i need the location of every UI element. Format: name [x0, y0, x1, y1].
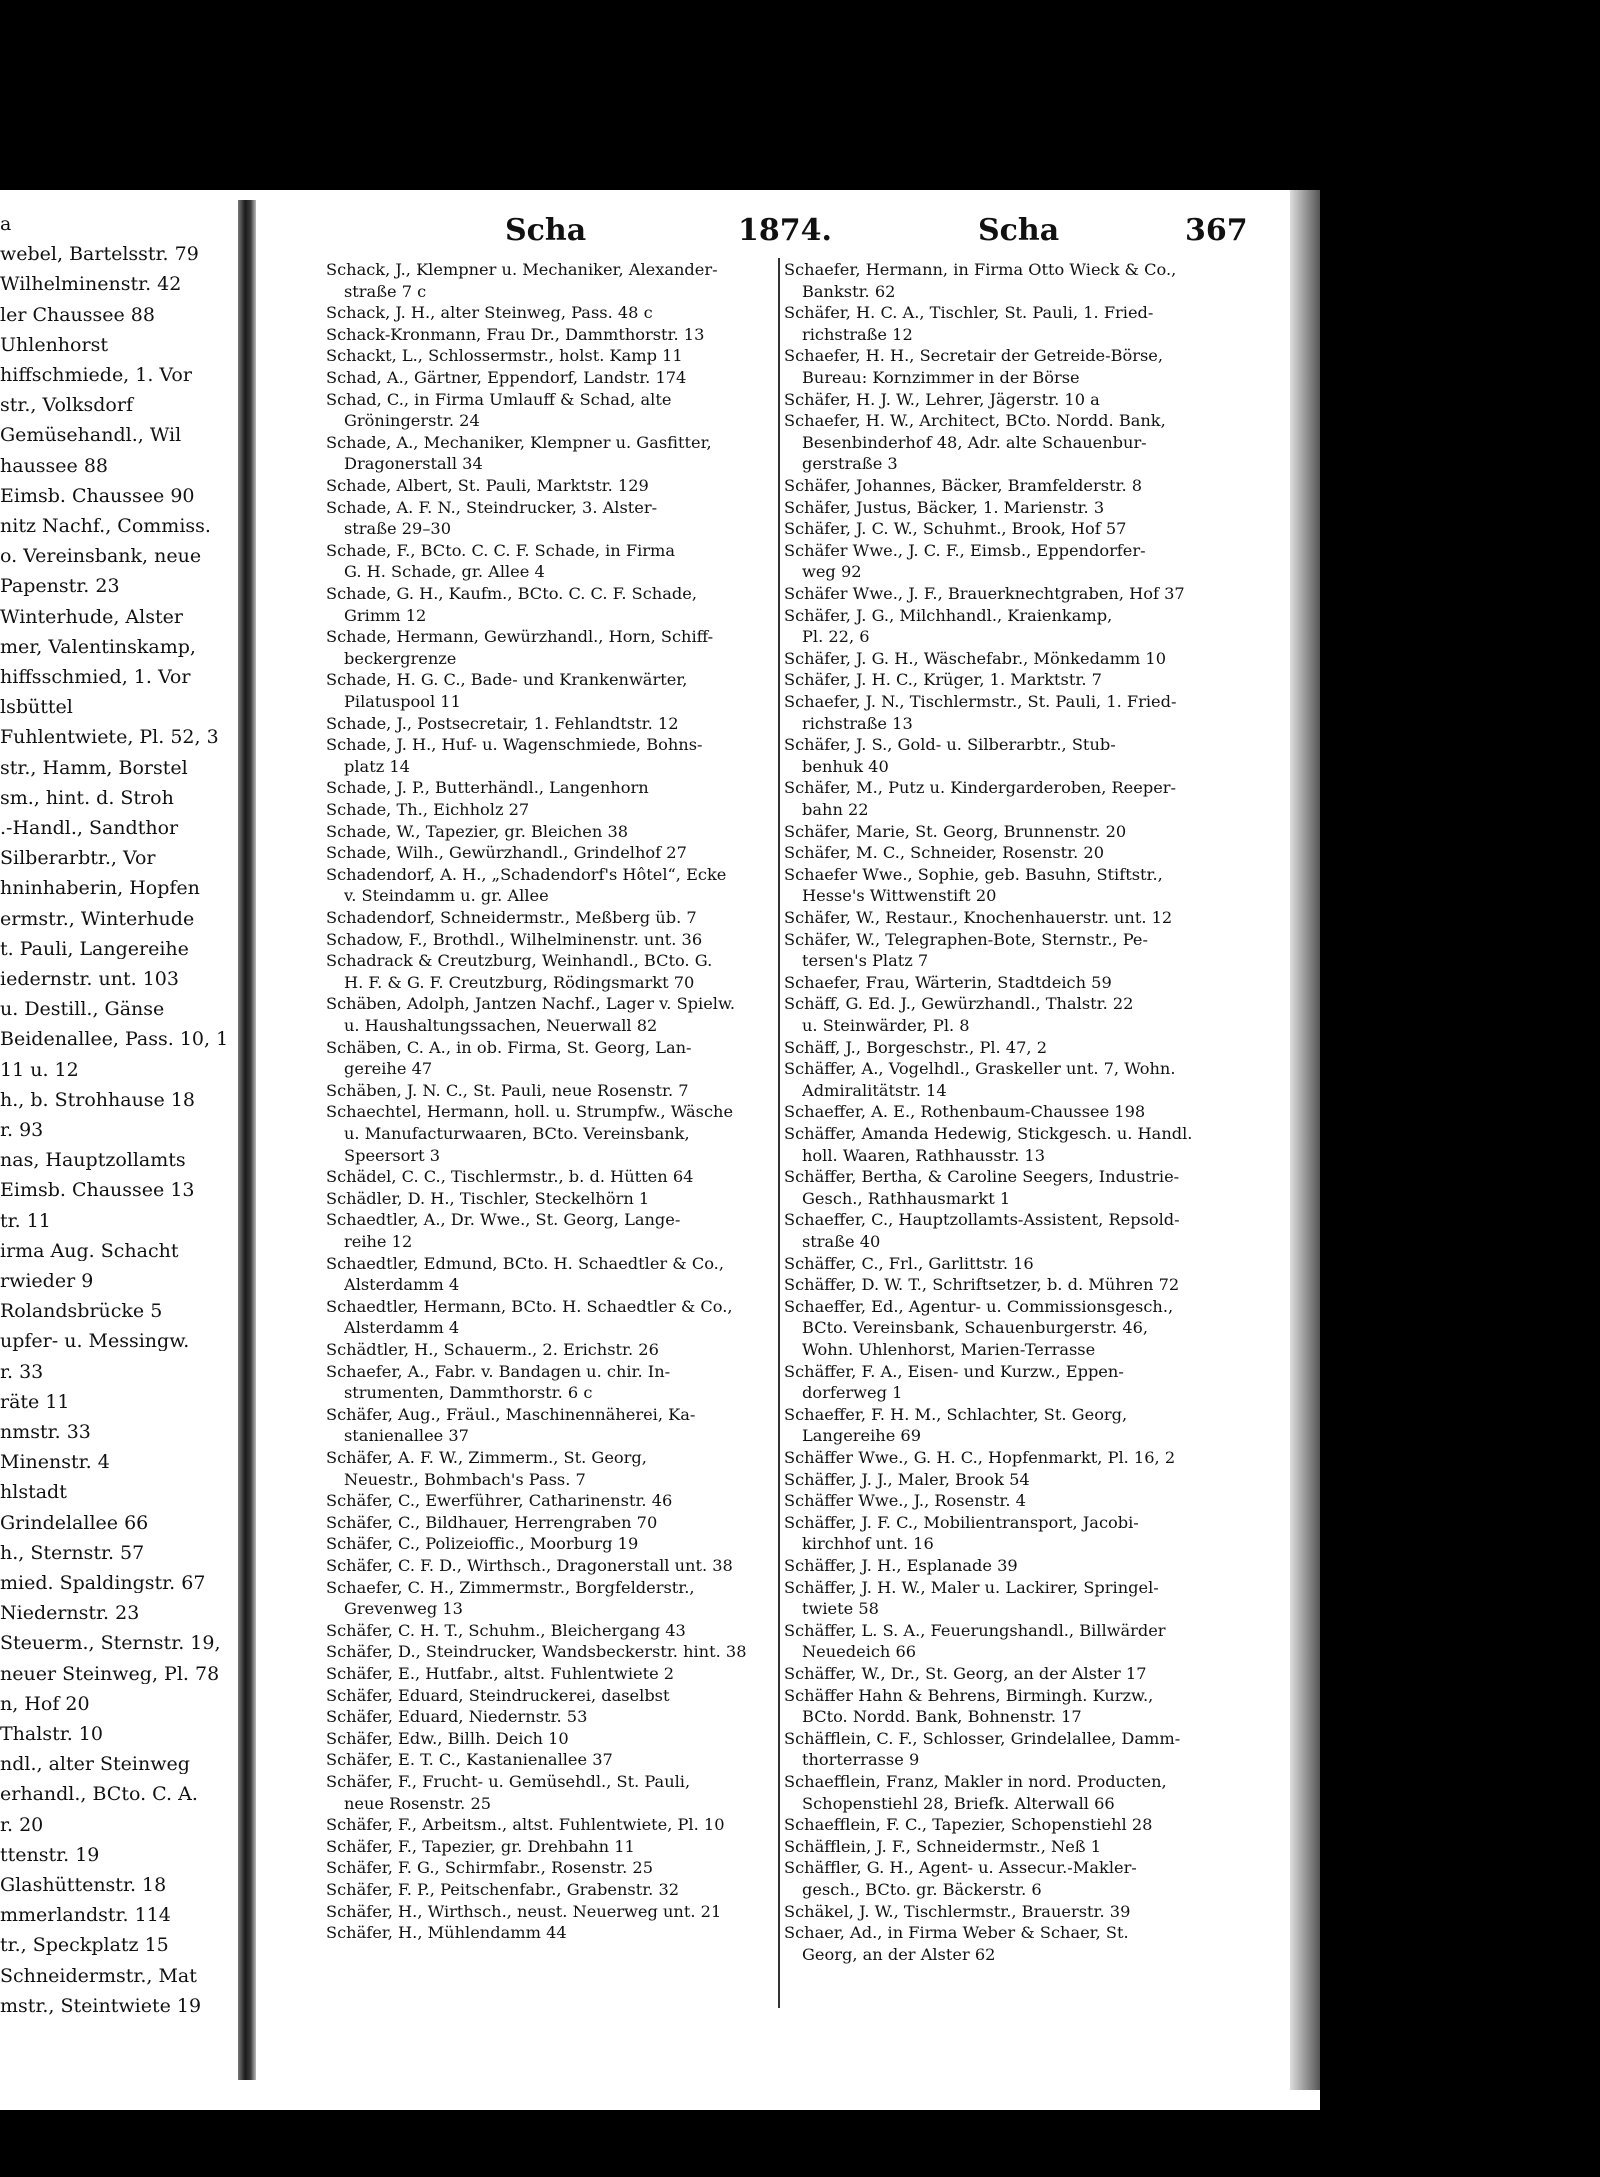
col1-line: platz 14 — [344, 756, 410, 776]
col2-line: Schäffer, W., Dr., St. Georg, an der Alster 17 — [784, 1664, 1147, 1683]
col1-line: Pilatuspool 11 — [344, 692, 461, 711]
col1-line: reihe 12 — [344, 1232, 413, 1251]
col2-line: Schaeffer, F. H. M., Schlachter, St. Georg, — [784, 1404, 1128, 1424]
col1-line: beckergrenze — [344, 648, 457, 668]
col1-line: Dragonerstall 34 — [344, 454, 483, 474]
col2-line: Schäffer, L. S. A., Feuerungshandl., Billwärder — [784, 1620, 1166, 1640]
col1-line: Schadow, F., Brothdl., Wilhelminenstr. unt. 36 — [326, 929, 703, 949]
left-fragment-line: str., Hamm, Borstel — [0, 757, 188, 778]
col1-line: v. Steindamm u. gr. Allee — [344, 886, 549, 906]
col2-line: Schäffer, Bertha, & Caroline Seegers, Industrie- — [784, 1167, 1180, 1187]
col2-line: Schäffer, Amanda Hedewig, Stickgesch. u. Handl. — [784, 1124, 1193, 1143]
col1-line: Schade, A. F. N., Steindrucker, 3. Alster- — [326, 497, 658, 517]
column-divider — [778, 258, 780, 2008]
col2-line: Schäfer, J. G. H., Wäschefabr., Mönkedamm 10 — [784, 648, 1167, 668]
left-fragment-line: mer, Valentinskamp, — [0, 636, 196, 657]
col1-line: u. Haushaltungssachen, Neuerwall 82 — [344, 1016, 658, 1035]
col1-line: Schäben, J. N. C., St. Pauli, neue Rosenstr. 7 — [326, 1080, 689, 1100]
col2-line: weg 92 — [802, 562, 862, 582]
col1-line: Schadrack & Creutzburg, Weinhandl., BCto. G. — [326, 951, 713, 971]
col2-line: Schaefer, Hermann, in Firma Otto Wieck & Co., — [784, 260, 1177, 279]
col1-line: Schade, H. G. C., Bade- und Krankenwärter, — [326, 670, 688, 690]
col2-line: richstraße 13 — [802, 713, 913, 733]
col1-line: Schäfer, E. T. C., Kastanienallee 37 — [326, 1750, 613, 1770]
col1-line: Schack, J. H., alter Steinweg, Pass. 48 c — [326, 303, 653, 323]
col2-line: gerstraße 3 — [802, 454, 898, 474]
col2-line: Schaeffer, Ed., Agentur- u. Commissionsgesch., — [784, 1296, 1174, 1316]
col2-line: Bankstr. 62 — [802, 281, 896, 301]
col1-line: Schad, A., Gärtner, Eppendorf, Landstr. 174 — [326, 368, 687, 387]
col2-line: Schäff, J., Borgeschstr., Pl. 47, 2 — [784, 1037, 1047, 1057]
col1-line: Schäfer, Eduard, Steindruckerei, daselbst — [326, 1685, 670, 1705]
left-fragment-line: a — [0, 214, 12, 234]
col2-line: straße 40 — [802, 1232, 881, 1251]
col1-line: Schade, J. P., Butterhändl., Langenhorn — [326, 778, 649, 798]
col2-line: Schäfflein, C. F., Schlosser, Grindelallee, Damm- — [784, 1728, 1181, 1748]
col1-line: Schäfer, E., Hutfabr., altst. Fuhlentwiete 2 — [326, 1664, 675, 1683]
col2-line: Schaefflein, F. C., Tapezier, Schopenstiehl 28 — [784, 1815, 1153, 1835]
left-fragment-line: n, Hof 20 — [0, 1693, 90, 1714]
col2-line: Schäffer Wwe., J., Rosenstr. 4 — [784, 1491, 1026, 1511]
col2-line: Schäffer, D. W. T., Schriftsetzer, b. d. Mühren 72 — [784, 1275, 1180, 1295]
col2-line: Schäfer, M. C., Schneider, Rosenstr. 20 — [784, 843, 1105, 863]
col2-line: gesch., BCto. gr. Bäckerstr. 6 — [802, 1880, 1042, 1899]
col1-line: G. H. Schade, gr. Allee 4 — [344, 562, 545, 582]
col1-line: Schade, A., Mechaniker, Klempner u. Gasfitter, — [326, 432, 712, 452]
col1-line: Neuestr., Bohmbach's Pass. 7 — [344, 1469, 586, 1489]
col1-line: Schäfer, F. P., Peitschenfabr., Grabenstr. 32 — [326, 1880, 680, 1899]
left-fragment-line: ndl., alter Steinweg — [0, 1754, 190, 1775]
page-number: 367 — [1185, 213, 1248, 248]
left-fragment-line: r. 33 — [0, 1361, 44, 1382]
col2-line: Schäff, G. Ed. J., Gewürzhandl., Thalstr. 22 — [784, 994, 1134, 1014]
col1-line: Grevenweg 13 — [344, 1599, 463, 1619]
col1-line: Schädel, C. C., Tischlermstr., b. d. Hütten 64 — [326, 1167, 694, 1187]
col2-line: Bureau: Kornzimmer in der Börse — [802, 368, 1080, 387]
col1-line: Schädtler, H., Schauerm., 2. Erichstr. 26 — [326, 1340, 659, 1359]
col2-line: Neuedeich 66 — [802, 1642, 917, 1662]
col1-line: Schade, J., Postsecretair, 1. Fehlandtstr. 12 — [326, 713, 679, 733]
col2-line: Schäfer, J. C. W., Schuhmt., Brook, Hof 57 — [784, 519, 1127, 539]
left-fragment-line: Winterhude, Alster — [0, 606, 183, 627]
col1-line: Schade, Hermann, Gewürzhandl., Horn, Schiff- — [326, 627, 714, 647]
col2-line: Schäffler, G. H., Agent- u. Assecur.-Makler- — [784, 1858, 1137, 1878]
col2-line: dorferweg 1 — [802, 1383, 903, 1403]
left-fragment-line: erhandl., BCto. C. A. — [0, 1784, 198, 1805]
col1-line: Schäfer, H., Wirthsch., neust. Neuerweg unt. 21 — [326, 1901, 722, 1921]
col2-line: Schäffer Wwe., G. H. C., Hopfenmarkt, Pl. 16, 2 — [784, 1448, 1176, 1467]
col1-line: Schäfer, F., Frucht- u. Gemüsehdl., St. Pauli, — [326, 1772, 691, 1791]
col1-line: Alsterdamm 4 — [344, 1318, 460, 1338]
left-fragment-line: nmstr. 33 — [0, 1422, 91, 1442]
left-fragment-line: h., Sternstr. 57 — [0, 1542, 145, 1563]
col2-line: richstraße 12 — [802, 324, 913, 344]
col2-line: BCto. Vereinsbank, Schauenburgerstr. 46, — [802, 1318, 1149, 1338]
header-right: Scha — [978, 213, 1060, 248]
col1-line: Schack-Kronmann, Frau Dr., Dammthorstr. 13 — [326, 324, 705, 344]
col1-line: Schäben, C. A., in ob. Firma, St. Georg, Lan- — [326, 1037, 692, 1057]
left-fragment-line: 11 u. 12 — [0, 1059, 79, 1080]
left-fragment-line: tr. 11 — [0, 1210, 51, 1231]
left-fragment-line: lsbüttel — [0, 697, 73, 718]
col2-line: Schäffer Hahn & Behrens, Birmingh. Kurzw., — [784, 1685, 1154, 1705]
col1-line: Schäfer, C. F. D., Wirthsch., Dragonerstall unt. 38 — [326, 1556, 733, 1575]
scan-border-bottom — [0, 2110, 1600, 2177]
col2-line: Schaefer, H. W., Architect, BCto. Nordd. Bank, — [784, 411, 1166, 431]
col1-line: Schäfer, F. G., Schirmfabr., Rosenstr. 25 — [326, 1858, 653, 1878]
col1-line: Grimm 12 — [344, 605, 427, 625]
col2-line: Admiralitätstr. 14 — [802, 1080, 947, 1100]
col2-line: Pl. 22, 6 — [802, 627, 870, 647]
left-fragment-line: rwieder 9 — [0, 1271, 94, 1291]
col2-line: Schäffer, A., Vogelhdl., Graskeller unt. 7, Wohn. — [784, 1059, 1176, 1079]
col2-line: Hesse's Wittwenstift 20 — [802, 886, 997, 906]
col1-line: Schäfer, C., Polizeioffic., Moorburg 19 — [326, 1534, 639, 1554]
scan-border-right — [1320, 0, 1600, 2177]
col2-line: Schaer, Ad., in Firma Weber & Schaer, St. — [784, 1923, 1129, 1943]
col1-line: Schädler, D. H., Tischler, Steckelhörn 1 — [326, 1188, 650, 1208]
col1-line: Schackt, L., Schlossermstr., holst. Kamp 11 — [326, 346, 683, 366]
col2-line: u. Steinwärder, Pl. 8 — [802, 1016, 970, 1035]
left-fragment-line: ttenstr. 19 — [0, 1844, 100, 1865]
col2-line: Schäkel, J. W., Tischlermstr., Brauerstr. 39 — [784, 1901, 1131, 1921]
left-fragment-line: Papenstr. 23 — [0, 576, 120, 597]
col1-line: strumenten, Dammthorstr. 6 c — [344, 1383, 593, 1403]
header-left: Scha — [505, 213, 587, 248]
left-fragment-line: Glashüttenstr. 18 — [0, 1875, 167, 1895]
left-fragment-line: Gemüsehandl., Wil — [0, 425, 182, 446]
left-fragment-line: Schneidermstr., Mat — [0, 1965, 197, 1986]
col1-line: Speersort 3 — [344, 1145, 441, 1165]
left-fragment-line: Eimsb. Chaussee 90 — [0, 485, 195, 506]
col2-line: Schaefer, J. N., Tischlermstr., St. Pauli, 1. Fried- — [784, 692, 1177, 711]
col2-line: Schäfer, W., Restaur., Knochenhauerstr. unt. 12 — [784, 908, 1173, 927]
left-fragment-line: str., Volksdorf — [0, 395, 133, 416]
col2-line: Schaefflein, Franz, Makler in nord. Producten, — [784, 1772, 1167, 1791]
left-fragment-line: webel, Bartelsstr. 79 — [0, 244, 199, 265]
col1-line: Schade, J. H., Huf- u. Wagenschmiede, Bohns- — [326, 735, 703, 755]
col2-line: Schäfer, J. S., Gold- u. Silberarbtr., Stub- — [784, 735, 1116, 755]
col1-line: Schäfer, D., Steindrucker, Wandsbeckerstr. hint. 38 — [326, 1642, 747, 1662]
col1-line: Schäben, Adolph, Jantzen Nachf., Lager v. Spielw. — [326, 994, 736, 1014]
col2-line: BCto. Nordd. Bank, Bohnenstr. 17 — [802, 1707, 1082, 1727]
col2-line: Schäfer, W., Telegraphen-Bote, Sternstr., Pe- — [784, 929, 1148, 949]
col1-line: Schäfer, H., Mühlendamm 44 — [326, 1923, 567, 1943]
page-edge — [1290, 190, 1320, 2090]
col1-line: u. Manufacturwaaren, BCto. Vereinsbank, — [344, 1124, 690, 1143]
col1-line: Schäfer, C. H. T., Schuhm., Bleichergang 43 — [326, 1620, 686, 1640]
left-fragment-line: mstr., Steintwiete 19 — [0, 1995, 202, 2016]
col2-line: Schäfer, Marie, St. Georg, Brunnenstr. 20 — [784, 821, 1127, 841]
col2-line: Schäffer, C., Frl., Garlittstr. 16 — [784, 1253, 1034, 1273]
col1-line: Schad, C., in Firma Umlauff & Schad, alte — [326, 389, 672, 409]
col1-line: Schaedtler, Hermann, BCto. H. Schaedtler & Co., — [326, 1296, 733, 1316]
left-fragment-line: t. Pauli, Langereihe — [0, 938, 189, 959]
col2-line: Schäffer, F. A., Eisen- und Kurzw., Eppen- — [784, 1361, 1124, 1381]
col2-line: benhuk 40 — [802, 756, 889, 776]
col1-line: Schade, F., BCto. C. C. F. Schade, in Firma — [326, 540, 676, 560]
col2-line: Wohn. Uhlenhorst, Marien-Terrasse — [802, 1340, 1096, 1359]
col2-line: Schaeffer, C., Hauptzollamts-Assistent, Repsold- — [784, 1210, 1180, 1230]
col1-line: Schack, J., Klempner u. Mechaniker, Alexander- — [326, 260, 718, 279]
left-fragment-line: Silberarbtr., Vor — [0, 848, 156, 869]
left-fragment-line: r. 20 — [0, 1814, 44, 1835]
col2-line: Schaefer, H. H., Secretair der Getreide-Börse, — [784, 346, 1164, 366]
col2-line: Schaefer Wwe., Sophie, geb. Basuhn, Stiftstr., — [784, 864, 1163, 884]
col2-line: Langereihe 69 — [802, 1426, 922, 1446]
col2-line: tersen's Platz 7 — [802, 951, 929, 971]
col2-line: Schäfer, H. C. A., Tischler, St. Pauli, 1. Fried- — [784, 303, 1154, 323]
left-fragment-line: hiffsschmied, 1. Vor — [0, 667, 191, 687]
col1-line: Schäfer, F., Arbeitsm., altst. Fuhlentwiete, Pl. 10 — [326, 1815, 725, 1835]
left-fragment-line: Eimsb. Chaussee 13 — [0, 1180, 195, 1201]
col2-line: Schäfer, J. H. C., Krüger, 1. Marktstr. 7 — [784, 670, 1102, 690]
col1-line: Alsterdamm 4 — [344, 1275, 460, 1295]
left-fragment-line: mmerlandstr. 114 — [0, 1905, 171, 1926]
col2-line: bahn 22 — [802, 800, 869, 819]
left-fragment-line: upfer- u. Messingw. — [0, 1331, 190, 1352]
col1-line: Schadendorf, Schneidermstr., Meßberg üb. 7 — [326, 908, 697, 927]
col2-line: Schäfer, M., Putz u. Kindergarderoben, Reeper- — [784, 778, 1176, 798]
col2-line: Schäfer, Johannes, Bäcker, Bramfelderstr. 8 — [784, 476, 1143, 495]
left-fragment-line: Grindelallee 66 — [0, 1512, 149, 1533]
col1-line: Schaedtler, A., Dr. Wwe., St. Georg, Lange- — [326, 1210, 681, 1230]
left-fragment-line: Wilhelminenstr. 42 — [0, 274, 182, 295]
col1-line: Gröningerstr. 24 — [344, 411, 480, 431]
left-fragment-line: nas, Hauptzollamts — [0, 1150, 186, 1171]
col1-line: Schäfer, A. F. W., Zimmerm., St. Georg, — [326, 1448, 647, 1467]
col2-line: Schaefer, Frau, Wärterin, Stadtdeich 59 — [784, 972, 1112, 992]
col1-line: Schade, Th., Eichholz 27 — [326, 800, 530, 819]
left-fragment-line: Steuerm., Sternstr. 19, — [0, 1633, 221, 1654]
left-fragment-line: irma Aug. Schacht — [0, 1240, 179, 1261]
left-fragment-line: sm., hint. d. Stroh — [0, 787, 174, 808]
col1-line: Schaefer, A., Fabr. v. Bandagen u. chir. In- — [326, 1361, 671, 1381]
left-fragment-line: Beidenallee, Pass. 10, 1 — [0, 1029, 229, 1050]
col2-line: Schäffer, J. J., Maler, Brook 54 — [784, 1469, 1030, 1489]
col1-line: Schade, Albert, St. Pauli, Marktstr. 129 — [326, 476, 649, 495]
left-fragment-line: Niedernstr. 23 — [0, 1603, 140, 1624]
col1-line: Schäfer, Edw., Billh. Deich 10 — [326, 1728, 569, 1748]
col1-line: Schade, Wilh., Gewürzhandl., Grindelhof 27 — [326, 843, 687, 863]
col1-line: Schäfer, F., Tapezier, gr. Drehbahn 11 — [326, 1836, 635, 1856]
header-year: 1874. — [738, 213, 832, 248]
left-fragment-line: u. Destill., Gänse — [0, 999, 165, 1020]
col2-line: thorterrasse 9 — [802, 1750, 920, 1770]
col2-line: Schaeffer, A. E., Rothenbaum-Chaussee 198 — [784, 1102, 1146, 1122]
left-fragment-line: Thalstr. 10 — [0, 1724, 103, 1744]
left-fragment-line: ermstr., Winterhude — [0, 908, 195, 929]
col2-line: Schäffer, J. H., Esplanade 39 — [784, 1556, 1018, 1575]
col2-line: kirchhof unt. 16 — [802, 1534, 934, 1554]
col2-line: holl. Waaren, Rathhausstr. 13 — [802, 1145, 1045, 1165]
left-fragment-line: ler Chaussee 88 — [0, 304, 155, 325]
col2-line: Schäffer, J. F. C., Mobilientransport, Jacobi- — [784, 1512, 1139, 1532]
left-fragment-line: .-Handl., Sandthor — [0, 818, 179, 838]
col2-line: Georg, an der Alster 62 — [802, 1944, 996, 1964]
left-fragment-line: iedernstr. unt. 103 — [0, 969, 179, 989]
col1-line: stanienallee 37 — [344, 1426, 469, 1446]
col1-line: straße 29–30 — [344, 519, 452, 539]
col2-line: Gesch., Rathhausmarkt 1 — [802, 1188, 1011, 1208]
left-fragment-line: tr., Speckplatz 15 — [0, 1935, 169, 1956]
col1-line: Schaedtler, Edmund, BCto. H. Schaedtler & Co., — [326, 1253, 724, 1273]
col2-line: Schäfflein, J. F., Schneidermstr., Neß 1 — [784, 1836, 1102, 1856]
col1-line: Schäfer, Aug., Fräul., Maschinennäherei, Ka- — [326, 1404, 696, 1424]
col2-line: Schäfer, H. J. W., Lehrer, Jägerstr. 10 a — [784, 389, 1100, 409]
col1-line: straße 7 c — [344, 281, 427, 301]
col1-line: Schadendorf, A. H., „Schadendorf's Hôtel“, Ecke — [326, 864, 727, 884]
left-fragment-line: Fuhlentwiete, Pl. 52, 3 — [0, 727, 219, 748]
book-gutter — [238, 200, 256, 2080]
col1-line: Schaechtel, Hermann, holl. u. Strumpfw., Wäsche — [326, 1102, 734, 1122]
col1-line: Schade, W., Tapezier, gr. Bleichen 38 — [326, 821, 629, 841]
left-fragment-line: h., b. Strohhause 18 — [0, 1089, 196, 1110]
col2-line: Besenbinderhof 48, Adr. alte Schauenbur- — [802, 432, 1147, 452]
left-fragment-line: neuer Steinweg, Pl. 78 — [0, 1663, 220, 1684]
left-fragment-line: nitz Nachf., Commiss. — [0, 516, 211, 536]
left-fragment-line: o. Vereinsbank, neue — [0, 546, 202, 567]
col2-line: Schäfer, Justus, Bäcker, 1. Marienstr. 3 — [784, 497, 1105, 517]
left-fragment-line: räte 11 — [0, 1391, 70, 1412]
col1-line: Schäfer, C., Ewerführer, Catharinenstr. 46 — [326, 1491, 673, 1511]
col1-line: Schäfer, C., Bildhauer, Herrengraben 70 — [326, 1512, 658, 1532]
col2-line: twiete 58 — [802, 1599, 879, 1619]
col1-line: Schade, G. H., Kaufm., BCto. C. C. F. Schade, — [326, 584, 697, 603]
col2-line: Schäfer Wwe., J. F., Brauerknechtgraben, Hof 37 — [784, 584, 1185, 603]
left-fragment-line: hlstadt — [0, 1482, 67, 1503]
left-fragment-line: Minenstr. 4 — [0, 1452, 110, 1473]
left-fragment-line: Uhlenhorst — [0, 334, 108, 355]
left-fragment-line: hiffschmiede, 1. Vor — [0, 365, 192, 385]
left-fragment-line: haussee 88 — [0, 455, 109, 476]
col1-line: Schäfer, Eduard, Niedernstr. 53 — [326, 1707, 588, 1727]
col2-line: Schopenstiehl 28, Briefk. Alterwall 66 — [802, 1793, 1115, 1813]
left-fragment-line: r. 93 — [0, 1120, 44, 1140]
col1-line: Schaefer, C. H., Zimmermstr., Borgfelderstr., — [326, 1577, 695, 1597]
left-fragment-line: Rolandsbrücke 5 — [0, 1301, 163, 1322]
left-fragment-line: hninhaberin, Hopfen — [0, 878, 200, 899]
col1-line: neue Rosenstr. 25 — [344, 1793, 492, 1813]
col2-line: Schäfer Wwe., J. C. F., Eimsb., Eppendorfer- — [784, 540, 1146, 560]
col1-line: H. F. & G. F. Creutzburg, Rödingsmarkt 70 — [344, 972, 695, 992]
left-fragment-line: mied. Spaldingstr. 67 — [0, 1573, 206, 1593]
col1-line: gereihe 47 — [344, 1059, 433, 1079]
col2-line: Schäffer, J. H. W., Maler u. Lackirer, Springel- — [784, 1577, 1159, 1597]
col2-line: Schäfer, J. G., Milchhandl., Kraienkamp, — [784, 605, 1113, 625]
